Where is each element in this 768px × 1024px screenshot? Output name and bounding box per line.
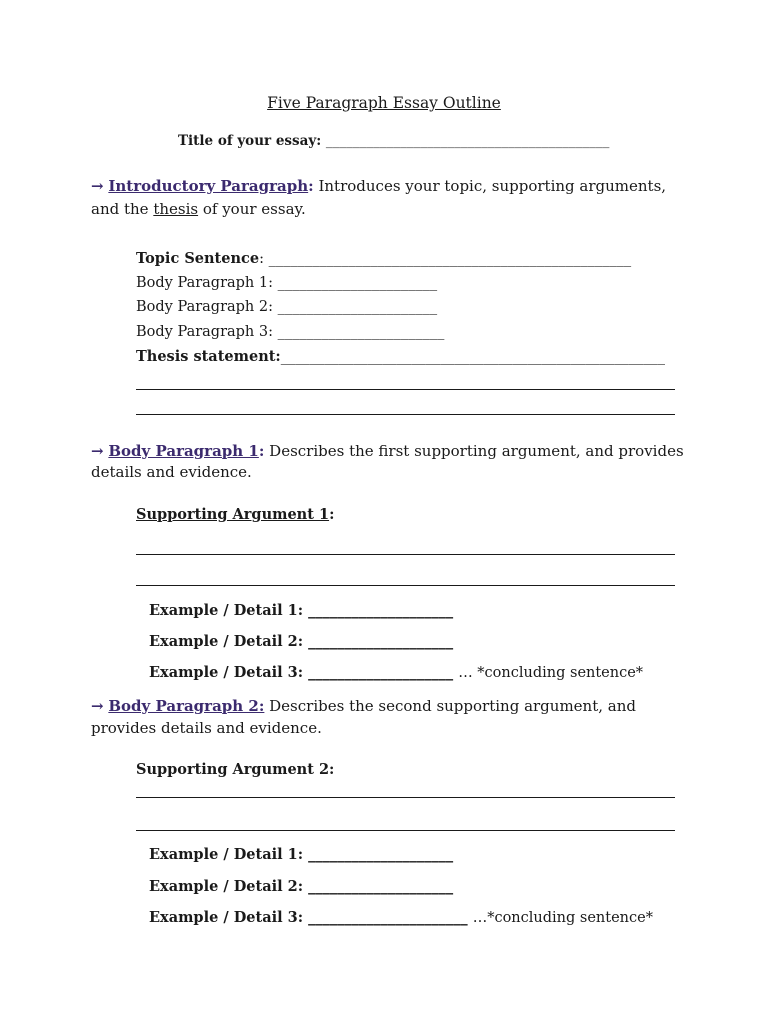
thesis-statement-label: Thesis statement: [136, 348, 281, 365]
thesis-blank-rule-2 [136, 414, 675, 415]
body2-example-1: Example / Detail 1: ____________________ [149, 846, 454, 863]
essay-title-line [178, 133, 609, 149]
body1-text: Describes the first supporting argument, and provides details and evidence. [91, 442, 684, 481]
argument-2-rule-1 [136, 797, 675, 798]
thesis-statement-line [136, 348, 665, 365]
topic-sentence-line [136, 250, 631, 267]
thesis-statement-blank: _____________________________________________________ [280, 349, 666, 365]
body-paragraph-2-line: Body Paragraph 2: ______________________ [136, 299, 438, 315]
body-paragraph-1-line: Body Paragraph 1: ______________________ [136, 275, 438, 291]
arrow-right-icon: → [91, 177, 104, 195]
topic-sentence-blank: : __________________________________________________ [259, 251, 632, 267]
body-paragraph-3-line: Body Paragraph 3: _______________________ [136, 324, 445, 340]
arrow-right-icon: → [91, 697, 104, 715]
topic-sentence-label: Topic Sentence [136, 250, 260, 267]
body2-example-3 [149, 909, 653, 926]
argument-2-rule-2 [136, 830, 675, 831]
supporting-argument-1-label [136, 506, 334, 523]
body2-description [91, 695, 691, 739]
body2-heading: Body Paragraph 2: [108, 697, 265, 715]
supporting-argument-1-text: Supporting Argument 1 [136, 506, 330, 523]
intro-heading: Introductory Paragraph [108, 177, 309, 195]
argument-1-rule-1 [136, 554, 675, 555]
body2-text: Describes the second supporting argument, and provides details and evidence. [91, 697, 636, 737]
body1-heading-colon: : [258, 442, 265, 460]
intro-text-a: Introduces your topic, supporting arguments, and the [91, 177, 667, 218]
document-title: Five Paragraph Essay Outline [267, 94, 501, 112]
essay-title-label: Title of your essay: [178, 133, 322, 149]
body2-concluding-sentence: …*concluding sentence* [472, 910, 653, 926]
body1-concluding-sentence: … *concluding sentence* [458, 665, 644, 681]
supporting-argument-1-colon: : [329, 506, 335, 523]
intro-text-b: of your essay. [198, 200, 306, 218]
intro-description [91, 175, 691, 221]
body2-example-3-label: Example / Detail 3: ______________________ [149, 909, 473, 926]
arrow-right-icon: → [91, 442, 104, 460]
supporting-argument-2-label: Supporting Argument 2: [136, 761, 335, 778]
intro-heading-colon: : [308, 177, 314, 195]
intro-thesis-word: thesis [153, 200, 199, 218]
body2-example-2: Example / Detail 2: ____________________ [149, 878, 454, 895]
body1-example-3-label: Example / Detail 3: ____________________ [149, 664, 459, 681]
essay-title-blank: __________________________________________ [325, 133, 610, 149]
body1-example-1: Example / Detail 1: ____________________ [149, 602, 454, 619]
argument-1-rule-2 [136, 585, 675, 586]
body1-description [91, 441, 691, 483]
thesis-blank-rule-1 [136, 389, 675, 390]
body1-example-2: Example / Detail 2: ____________________ [149, 633, 454, 650]
body1-heading: Body Paragraph 1 [108, 442, 259, 460]
body1-example-3 [149, 664, 643, 681]
